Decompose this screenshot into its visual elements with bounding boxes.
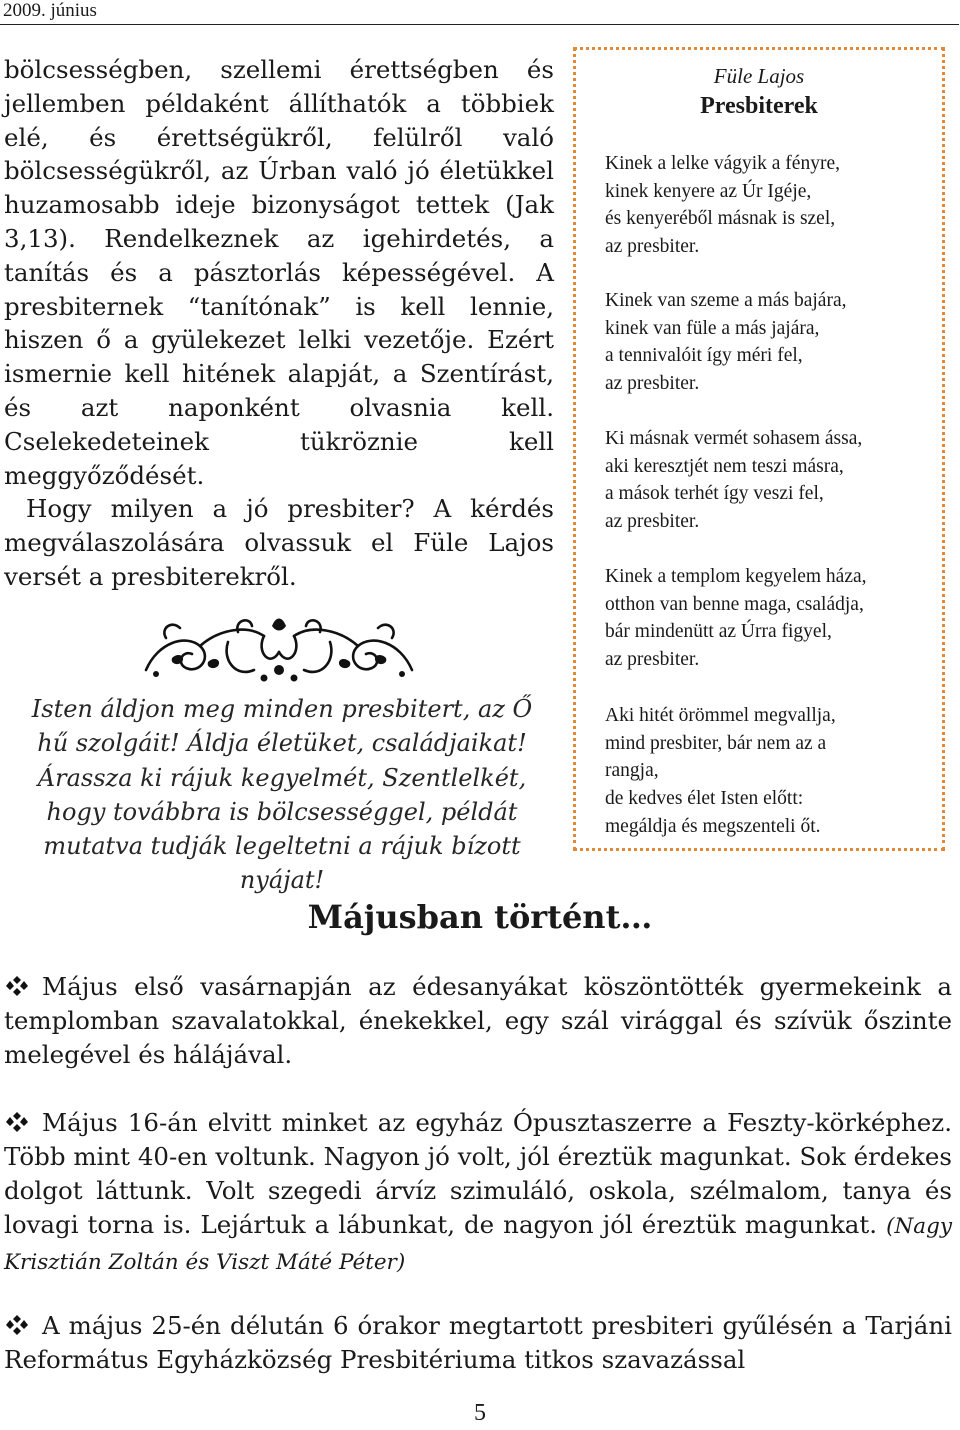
section-title [0, 893, 960, 941]
poem-line: Aki hitét örömmel megvallja, [605, 705, 836, 726]
poem-stanza-4 [605, 563, 935, 674]
poem-line: aki keresztjét nem teszi másra, [605, 455, 844, 477]
section-title-text: Májusban történt… [307, 898, 653, 936]
poem-author: Füle Lajos [713, 64, 805, 88]
header-date: 2009. június [3, 0, 97, 21]
poem-line: mind presbiter, bár nem az a [605, 732, 827, 754]
news-item-text: Május első vasárnapján az édesanyákat köszöntötték gyermekeink a templomban szavalatokkal, énekekkel, egy szál virággal és szívük őszinte melegével és hálájával. [4, 972, 952, 1069]
news-item-credit: (Nagy Krisztián Zoltán és Viszt Máté Péter) [4, 1214, 952, 1275]
article-paragraph-1: bölcsességben, szellemi érettségben és jellemben példaként állíthatók a többiek elé, és érettségükről, felülről való bölcsességükről, az Úrban való jó életükkel huzamosabb ideje bizonyságot tettek (Jak 3,13). Rendelkeznek az igehirdetés, a tanítás és a pásztorlás képességével. A presbiternek “tanítónak” is kell lennie, hiszen ő a gyülekezet lelki vezetője. Ezért ismernie kell hitének alapját, a Szentírást, és azt naponként olvasnia kell. Cselekedeteinek tükröznie kell meggyőződését. [4, 55, 554, 490]
poem-line: de kedves élet Isten előtt: [605, 788, 804, 810]
poem-line: az presbiter. [605, 649, 700, 671]
poem-stanza-5 [605, 702, 935, 841]
poem-title: Presbiterek [700, 93, 818, 119]
poem-line: Ki másnak vermét sohasem ássa, [605, 428, 863, 449]
poem-line: kinek van füle a más jajára, [605, 317, 820, 339]
news-item-2 [4, 1106, 952, 1280]
news-item-text: A május 25-én délután 6 órakor megtartott presbiteri gyűlésén a Tarjáni Református Egyházközség Presbitériuma titkos szavazással [4, 1311, 952, 1374]
blessing-text: Isten áldjon meg minden presbitert, az Ő hű szolgáit! Áldja életüket, családjaikat! Árassza ki rájuk kegyelmét, Szentlelkét, hogy továbbra is bölcsességgel, példát mutatva tudják legeltetni a rájuk bízott nyájat! [31, 695, 533, 895]
poem-line: Kinek van szeme a más bajára, [605, 290, 847, 311]
page-number: 5 [474, 1400, 486, 1426]
poem-line: kinek kenyere az Úr Igéje, [605, 180, 812, 202]
floral-ornament-icon [138, 612, 420, 688]
poem-line: az presbiter. [605, 511, 700, 533]
four-diamond-icon [4, 1111, 30, 1133]
news-item-3 [4, 1309, 952, 1377]
article-paragraph-2: Hogy milyen a jó presbiter? A kérdés megválaszolására olvassuk el Füle Lajos versét a presbiterekről. [4, 494, 554, 591]
news-item-text: Május 16-án elvitt minket az egyház Ópusztaszerre a Feszty-körképhez. Több mint 40-en voltunk. Nagyon jó volt, jól éreztük magunkat. Sok érdekes dolgot láttunk. Volt szegedi árvíz szimuláló, oskola, szélmalom, tanya és lovagi torna is. Lejártuk a lábunkat, de nagyon jól éreztük magunkat. [4, 1108, 952, 1239]
poem-line: és kenyeréből másnak is szel, [605, 208, 836, 230]
poem-line: a mások terhét így veszi fel, [605, 483, 824, 505]
poem-stanza-2 [605, 287, 935, 398]
four-diamond-icon [4, 1314, 30, 1336]
poem-stanza-1 [605, 150, 935, 261]
poem-line: Kinek a lelke vágyik a fényre, [605, 153, 840, 174]
poem-line: rangja, [605, 760, 659, 782]
page-header [0, 0, 959, 25]
poem-line: bár mindenütt az Úrra figyel, [605, 621, 832, 643]
poem-line: megáldja és megszenteli őt. [605, 815, 821, 837]
poem-box [573, 47, 945, 851]
poem-stanza-3 [605, 425, 935, 536]
poem-line: a tennivalóit így méri fel, [605, 345, 803, 367]
article-column [4, 53, 554, 594]
poem-line: az presbiter. [605, 373, 700, 395]
poem-line: otthon van benne maga, családja, [605, 593, 864, 615]
poem-line: Kinek a templom kegyelem háza, [605, 566, 867, 587]
poem-line: az presbiter. [605, 236, 700, 258]
four-diamond-icon [4, 975, 30, 997]
news-item-1 [4, 970, 952, 1072]
